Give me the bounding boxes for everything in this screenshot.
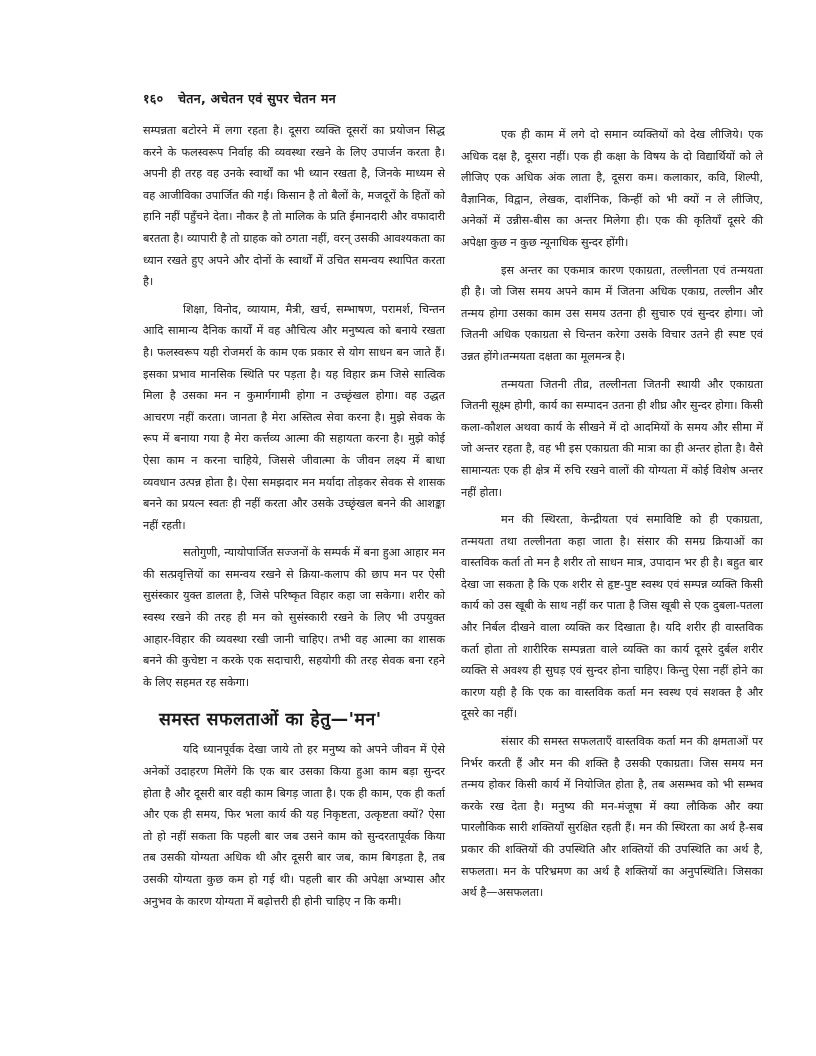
left-column — [143, 120, 445, 912]
paragraph: इस अन्तर का एकमात्र कारण एकाग्रता, तल्लीनता एवं तन्मयता ही है। जो जिस समय अपने काम में जितना अधिक एकाग्र, तल्लीन और तन्मय होगा उसका काम उस समय उतना ही सुचारु एवं सुन्दर होगा। जो जितनी अधिक एकाग्रता से चिन्तन करेगा उसके विचार उतने ही स्पष्ट एवं उन्नत होंगे।तन्मयता दक्षता का मूलमन्त्र है। — [461, 263, 763, 363]
page-number: १६० — [143, 91, 164, 106]
paragraph: एक ही काम में लगे दो समान व्यक्तियों को देख लीजिये। एक अधिक दक्ष है, दूसरा नहीं। एक ही कक्षा के विषय के दो विद्यार्थियों को ले लीजिए एक अधिक अंक लाता है, दूसरा कम। कलाकार, कवि, शिल्पी, वैज्ञानिक, विद्वान, लेखक, दार्शनिक, किन्हीं को भी क्यों न ले लीजिए, अनेकों में उन्नीस-बीस का अन्तर मिलेगा ही। एक की कृतियाँ दूसरे की अपेक्षा कुछ न कुछ न्यूनाधिक सुन्दर होंगी। — [461, 128, 763, 249]
section-heading: समस्त सफलताओं का हेतु—'मन' — [159, 710, 382, 731]
paragraph: मन की स्थिरता, केन्द्रीयता एवं समाविष्टि को ही एकाग्रता, तन्मयता तथा तल्लीनता कहा जाता है। संसार की समग्र क्रियाओं का वास्तविक कर्ता तो मन है शरीर तो साधन मात्र, उपादान भर ही है। बहुत बार देखा जा सकता है कि एक शरीर से हृष्ट-पुष्ट स्वस्थ एवं सम्पन्न व्यक्ति किसी कार्य को उस खूबी के साथ नहीं कर पाता है जिस खूबी से एक दुबला-पतला और निर्बल दीखने वाला व्यक्ति कर दिखाता है। यदि शरीर ही वास्तविक कर्ता होता तो शारीरिक सम्पन्नता वाले व्यक्ति का कार्य दूसरे दुर्बल शरीर व्यक्ति से अवश्य ही सुघड़ एवं सुन्दर होना चाहिए। किन्तु ऐसा नहीं होने का कारण यही है कि एक का वास्तविक कर्ता मन स्वस्थ एवं सशक्त है और दूसरे का नहीं। — [461, 513, 763, 721]
paragraph: संसार की समस्त सफलताएँ वास्तविक कर्ता मन की क्षमताओं पर निर्भर करती हैं और मन की शक्ति है उसकी एकाग्रता। जिस समय मन तन्मय होकर किसी कार्य में नियोजित होता है, तब असम्भव को भी सम्भव करके रख देता है। मनुष्य की मन-मंजूषा में क्या लौकिक और क्या पारलौकिक सारी शक्तियाँ सुरक्षित रहती हैं। मन की स्थिरता का अर्थ है-सब प्रकार की शक्तियों की उपस्थिति और शक्तियों की उपस्थिति का अर्थ है, सफलता। मन के परिभ्रमण का अर्थ है शक्तियों का अनुपस्थिति। जिसका अर्थ है—असफलता। — [461, 735, 763, 900]
running-title: चेतन, अचेतन एवं सुपर चेतन मन — [178, 91, 336, 106]
paragraph: यदि ध्यानपूर्वक देखा जाये तो हर मनुष्य को अपने जीवन में ऐसे अनेकों उदाहरण मिलेंगे कि एक बार उसका किया हुआ काम बड़ा सुन्दर होता है और दूसरी बार वही काम बिगड़ जाता है। एक ही काम, एक ही कर्ता और एक ही समय, फिर भला कार्य की यह निकृष्टता, उत्कृष्टता क्यों? ऐसा तो हो नहीं सकता कि पहली बार जब उसने काम को सुन्दरतापूर्वक किया तब उसकी योग्यता अधिक थी और दूसरी बार जब, काम बिगड़ता है, तब उसकी योग्यता कुछ कम हो गई थी। पहली बार की अपेक्षा अभ्यास और अनुभव के कारण योग्यता में बढ़ोत्तरी ही होनी चाहिए न कि कमी। — [143, 743, 445, 908]
paragraph: सम्पन्नता बटोरने में लगा रहता है। दूसरा व्यक्ति दूसरों का प्रयोजन सिद्ध करने के फलस्वरूप निर्वाह की व्यवस्था रखने के लिए उपार्जन करता है। अपनी ही तरह वह उनके स्वार्थों का भी ध्यान रखता है, जिनके माध्यम से वह आजीविका उपार्जित की गई। किसान है तो बैलों के, मजदूरों के हितों को हानि नहीं पहुँचने देता। नौकर है तो मालिक के प्रति ईमानदारी और वफादारी बरतता है। व्यापारी है तो ग्राहक को ठगता नहीं, वरन् उसकी आवश्यकता का ध्यान रखते हुए अपने और दोनों के स्वार्थों में उचित समन्वय स्थापित करता है। — [143, 124, 445, 289]
paragraph: तन्मयता जितनी तीव्र, तल्लीनता जितनी स्थायी और एकाग्रता जितनी सूक्ष्म होगी, कार्य का सम्पादन उतना ही शीघ्र और सुन्दर होगा। किसी कला-कौशल अथवा कार्य के सीखने में दो आदमियों के समय और सीमा में जो अन्तर रहता है, वह भी इस एकाग्रता की मात्रा का ही अन्तर होता है। वैसे सामान्यतः एक ही क्षेत्र में रुचि रखने वालों की योग्यता में कोई विशेष अन्तर नहीं होता। — [461, 377, 763, 499]
paragraph: सतोगुणी, न्यायोपार्जित सज्जनों के सम्पर्क में बना हुआ आहार मन की सत्प्रवृत्तियों का समन्वय रखने से क्रिया-कलाप की छाप मन पर ऐसी सुसंस्कार युक्त डालता है, जिसे परिष्कृत विहार कहा जा सकेगा। शरीर को स्वस्थ रखने की तरह ही मन को सुसंस्कारी रखने के लिए भी उपयुक्त आहार-विहार की व्यवस्था रखी जानी चाहिए। तभी वह आत्मा का शासक बनने की कुचेष्टा न करके एक सदाचारी, सहयोगी की तरह सेवक बना रहने के लिए सहमत रह सकेगा। — [143, 546, 445, 689]
page-header — [143, 90, 336, 107]
paragraph: शिक्षा, विनोद, व्यायाम, मैत्री, खर्च, सम्भाषण, परामर्श, चिन्तन आदि सामान्य दैनिक कार्यों में वह औचित्य और मनुष्यत्व को बनाये रखता है। फलस्वरूप यही रोजमर्रा के काम एक प्रकार से योग साधन बन जाते हैं। इसका प्रभाव मानसिक स्थिति पर पड़ता है। यह विहार क्रम जिसे सात्विक मिला है उसका मन न कुमार्गगामी होगा न उच्छृंखल होगा। वह उद्धत आचरण नहीं करता। जानता है मेरा अस्तित्व सेवा करना है। मुझे सेवक के रूप में बनाया गया है मेरा कर्त्तव्य आत्मा की सहायता करना है। मुझे कोई ऐसा काम न करना चाहिये, जिससे जीवात्मा के जीवन लक्ष्य में बाधा व्यवधान उत्पन्न होता है। ऐसा समझदार मन मर्यादा तोड़कर सेवक से शासक बनने का प्रयत्न स्वतः ही नहीं करता और उसके उच्छृंखल बनने की आशङ्का नहीं रहती। — [143, 302, 445, 532]
right-column — [461, 124, 763, 904]
